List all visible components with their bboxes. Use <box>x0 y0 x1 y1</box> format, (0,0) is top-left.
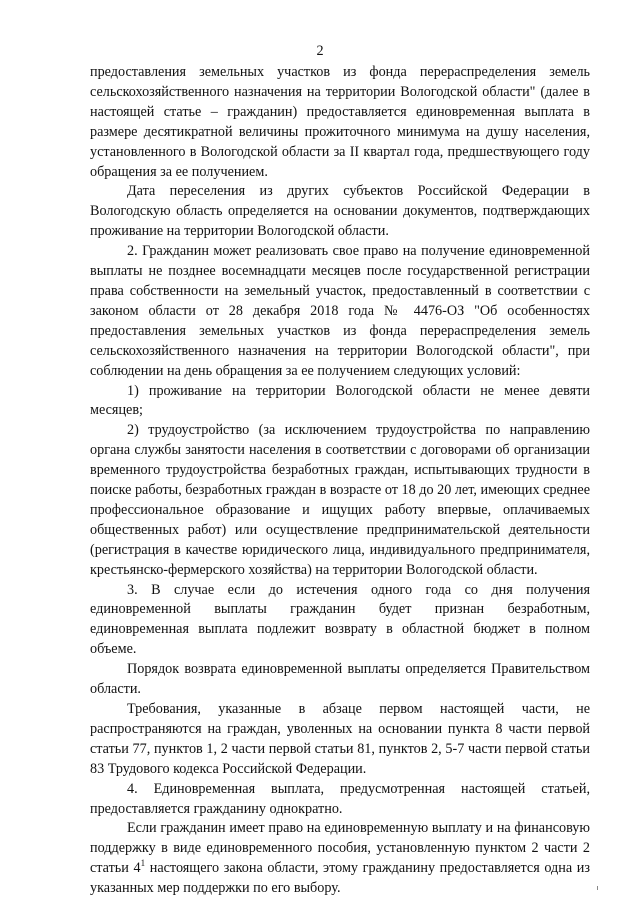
superscript-1: 1 <box>140 858 146 869</box>
paragraph-10-after: настоящего закона области, этому гражданину предоставляется одна из указанных мер поддержки по его выбору. <box>90 860 590 897</box>
paragraph-8: Требования, указанные в абзаце первом настоящей части, не распространяются на граждан, уволенных на основании пункта 8 части первой статьи 77, пунктов 1, 2 части первой статьи 81, пунктов 2, 5-7 части первой статьи 83 Трудового кодекса Российской Федерации. <box>90 701 590 777</box>
document-body <box>90 63 590 899</box>
paragraph-7: Порядок возврата единовременной выплаты определяется Правительством области. <box>90 661 590 698</box>
paragraph-3: 2. Гражданин может реализовать свое право на получение единовременной выплаты не позднее восемнадцати месяцев после государственной регистрации права собственности на земельный участок, предоставленный в соответствии с законом области от 28 декабря 2018 года № 4476-ОЗ "Об особенностях предоставления земельных участков из фонда перераспределения земель сельскохозяйственного назначения на территории Вологодской области", при соблюдении на день обращения за ее получением следующих условий: <box>90 243 590 379</box>
paragraph-10-before: Если гражданин имеет право на единовременную выплату и на финансовую поддержку в виде единовременного пособия, установленную пунктом 2 части 2 статьи 4 <box>90 820 590 877</box>
paragraph-4: 1) проживание на территории Вологодской области не менее девяти месяцев; <box>90 382 590 419</box>
paragraph-6: 3. В случае если до истечения одного года со дня получения единовременной выплаты гражданин будет признан безработным, единовременная выплата подлежит возврату в областной бюджет в полном объеме. <box>90 581 590 658</box>
paragraph-10 <box>90 819 590 899</box>
paragraph-5: 2) трудоустройство (за исключением трудоустройства по направлению органа службы занятости населения в соответствии с договорами об организации временного трудоустройства безработных граждан, испытывающих трудности в поиске работы, безработных граждан в возрасте от 18 до 20 лет, имеющих среднее профессиональное образование и ищущих работу впервые, оплачиваемых общественных работ) или осуществление предпринимательской деятельности (регистрация в качестве юридического лица, индивидуального предпринимателя, крестьянско-фермерского хозяйства) на территории Вологодской области. <box>90 422 590 578</box>
page-number: 2 <box>316 43 324 59</box>
paragraph-1: предоставления земельных участков из фонда перераспределения земель сельскохозяйственного назначения на территории Вологодской области" (далее в настоящей статье – гражданин) предоставляется единовременная выплата в размере десятикратной величины прожиточного минимума на душу населения, установленного в Вологодской области за II квартал года, предшествующего году обращения за ее получением. <box>90 64 590 180</box>
paragraph-2: Дата переселения из других субъектов Российской Федерации в Вологодскую область определяется на основании документов, подтверждающих проживание на территории Вологодской области. <box>90 183 590 240</box>
scan-mark <box>597 886 598 890</box>
paragraph-9: 4. Единовременная выплата, предусмотренная настоящей статьей, предоставляется гражданину однократно. <box>90 780 590 817</box>
